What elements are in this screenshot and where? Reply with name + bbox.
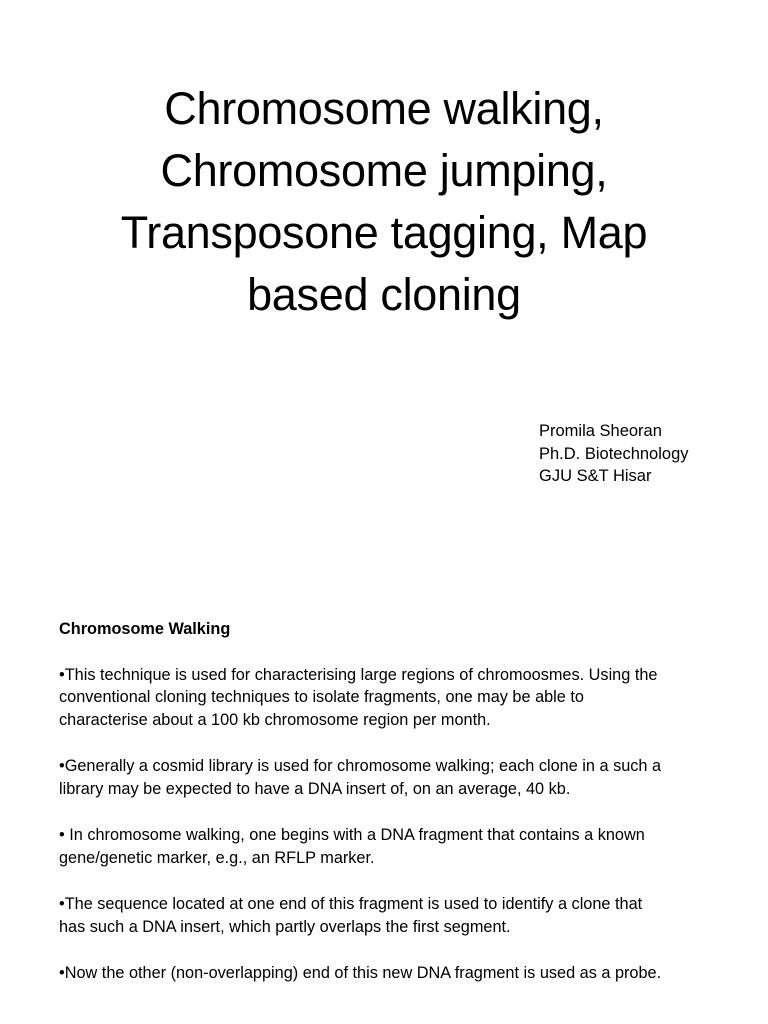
paragraph-line: library may be expected to have a DNA insert of, on an average, 40 kb. (59, 779, 571, 798)
paragraph-line: •Now the other (non-overlapping) end of this new DNA fragment is used as a probe. (59, 964, 662, 982)
paragraph-line: •This technique is used for characterising large regions of chromoosmes. Using the (59, 665, 658, 684)
paragraph-line: •The sequence located at one end of this fragment is used to identify a clone that (59, 895, 643, 913)
paragraph-line: has such a DNA insert, which partly overlaps the first segment. (59, 917, 511, 936)
paragraph (59, 755, 739, 800)
author-block (539, 420, 689, 488)
slide-title-line: Chromosome walking, (164, 83, 604, 134)
author-degree: Ph.D. Biotechnology (539, 444, 689, 463)
content-section (59, 618, 739, 1009)
paragraph-line: •Generally a cosmid library is used for chromosome walking; each clone in a such a (59, 757, 662, 775)
paragraph-line: characterise about a 100 kb chromosome region per month. (59, 710, 491, 729)
paragraph (59, 962, 739, 985)
paragraph (59, 824, 739, 869)
author-name: Promila Sheoran (539, 422, 662, 440)
paragraph-line: gene/genetic marker, e.g., an RFLP marker. (59, 848, 375, 867)
paragraph-line: • In chromosome walking, one begins with a DNA fragment that contains a known (59, 826, 645, 844)
slide-title (40, 78, 728, 326)
author-institution: GJU S&T Hisar (539, 467, 652, 485)
section-heading: Chromosome Walking (59, 620, 231, 638)
paragraph-line: conventional cloning techniques to isolate fragments, one may be able to (59, 688, 584, 706)
paragraph (59, 664, 739, 732)
slide-title-line: Chromosome jumping, (160, 145, 608, 196)
paragraph (59, 893, 739, 938)
slide-title-line: based cloning (247, 269, 521, 320)
slide-title-line: Transposone tagging, Map (120, 207, 648, 258)
